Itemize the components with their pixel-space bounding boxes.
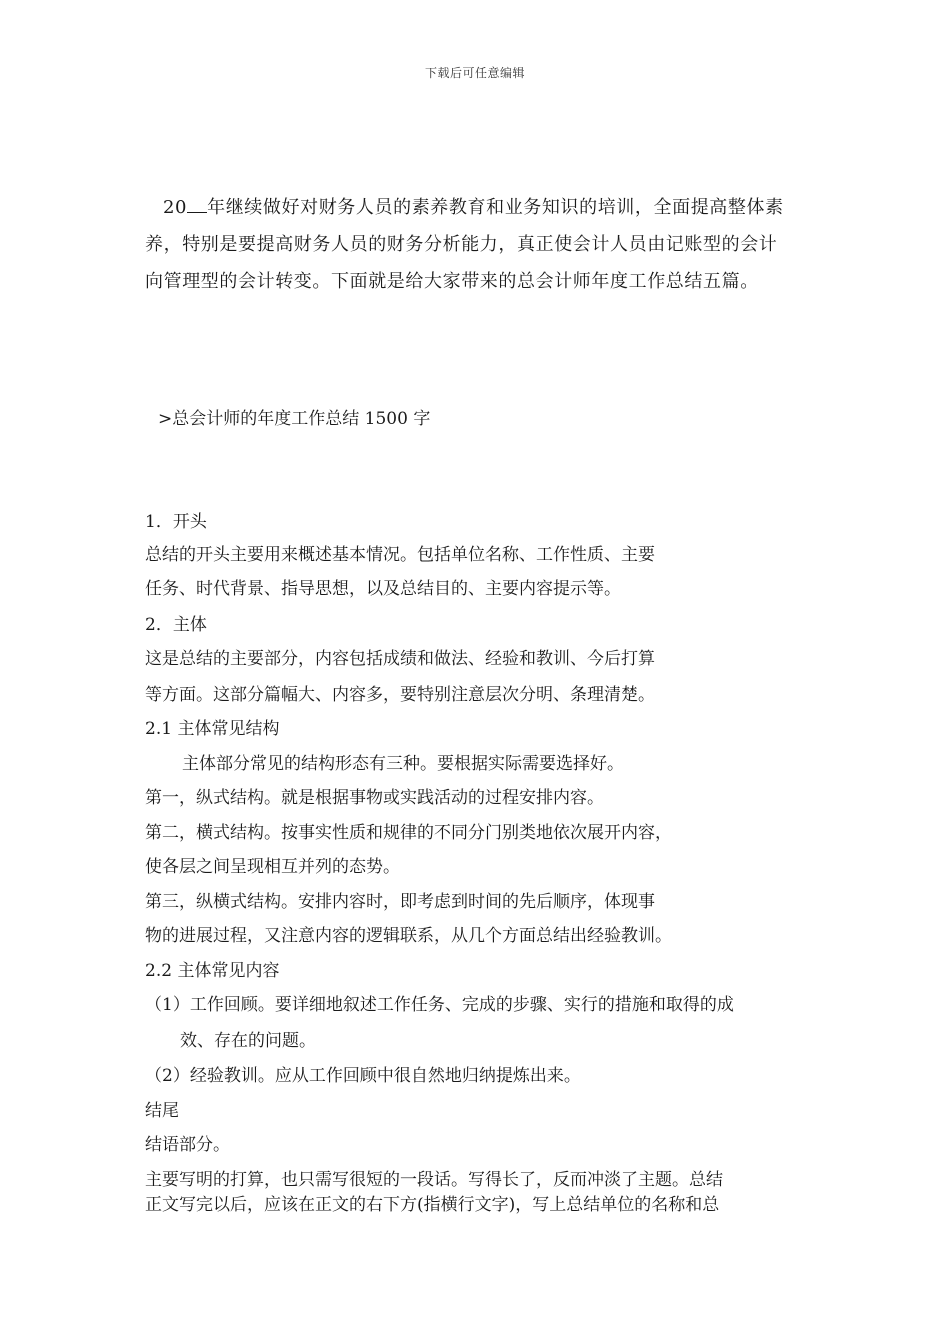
body-line: 正文写完以后，应该在正文的右下方(指横行文字)，写上总结单位的名称和总 (145, 1195, 720, 1215)
heading-ending: 结尾 (145, 1101, 179, 1121)
body-line: （1）工作回顾。要详细地叙述工作任务、完成的步骤、实行的措施和取得的成 (145, 995, 734, 1015)
intro-line-2: 养，特别是要提高财务人员的财务分析能力，真正使会计人员由记账型的会计 (145, 234, 778, 255)
year-blank (187, 194, 207, 213)
body-line: 主要写明的打算，也只需写很短的一段话。写得长了，反而冲淡了主题。总结 (145, 1170, 723, 1190)
intro-line-3: 向管理型的会计转变。下面就是给大家带来的总会计师年度工作总结五篇。 (145, 271, 759, 292)
intro-line-1 (163, 194, 784, 220)
intro-year-prefix: 20 (163, 197, 188, 218)
body-line: 主体部分常见的结构形态有三种。要根据实际需要选择好。 (182, 754, 624, 774)
header-note: 下载后可任意编辑 (424, 66, 525, 80)
body-line: （2）经验教训。应从工作回顾中很自然地归纳提炼出来。 (145, 1066, 581, 1086)
subheading-structure: 2.1 主体常见结构 (145, 719, 280, 739)
body-line: 任务、时代背景、指导思想，以及总结目的、主要内容提示等。 (145, 579, 621, 599)
body-line: 物的进展过程，又注意内容的逻辑联系，从几个方面总结出经验教训。 (145, 926, 672, 946)
body-line: 第二，横式结构。按事实性质和规律的不同分门别类地依次展开内容， (145, 823, 672, 843)
body-line: 效、存在的问题。 (180, 1031, 316, 1051)
body-line: 总结的开头主要用来概述基本情况。包括单位名称、工作性质、主要 (145, 545, 655, 565)
body-line: 使各层之间呈现相互并列的态势。 (145, 857, 400, 877)
heading-opening: 1．开头 (145, 512, 207, 532)
body-line: 结语部分。 (145, 1135, 230, 1155)
body-line: 第一，纵式结构。就是根据事物或实践活动的过程安排内容。 (145, 788, 604, 808)
body-line: 第三，纵横式结构。安排内容时，即考虑到时间的先后顺序，体现事 (145, 892, 655, 912)
body-line: 等方面。这部分篇幅大、内容多，要特别注意层次分明、条理清楚。 (145, 685, 655, 705)
section-title: >总会计师的年度工作总结 1500 字 (158, 409, 431, 429)
subheading-content: 2.2 主体常见内容 (145, 961, 280, 981)
intro-line-1-text: 年继续做好对财务人员的素养教育和业务知识的培训，全面提高整体素 (207, 197, 784, 218)
body-line: 这是总结的主要部分，内容包括成绩和做法、经验和教训、今后打算 (145, 649, 655, 669)
heading-main-body: 2．主体 (145, 615, 207, 635)
